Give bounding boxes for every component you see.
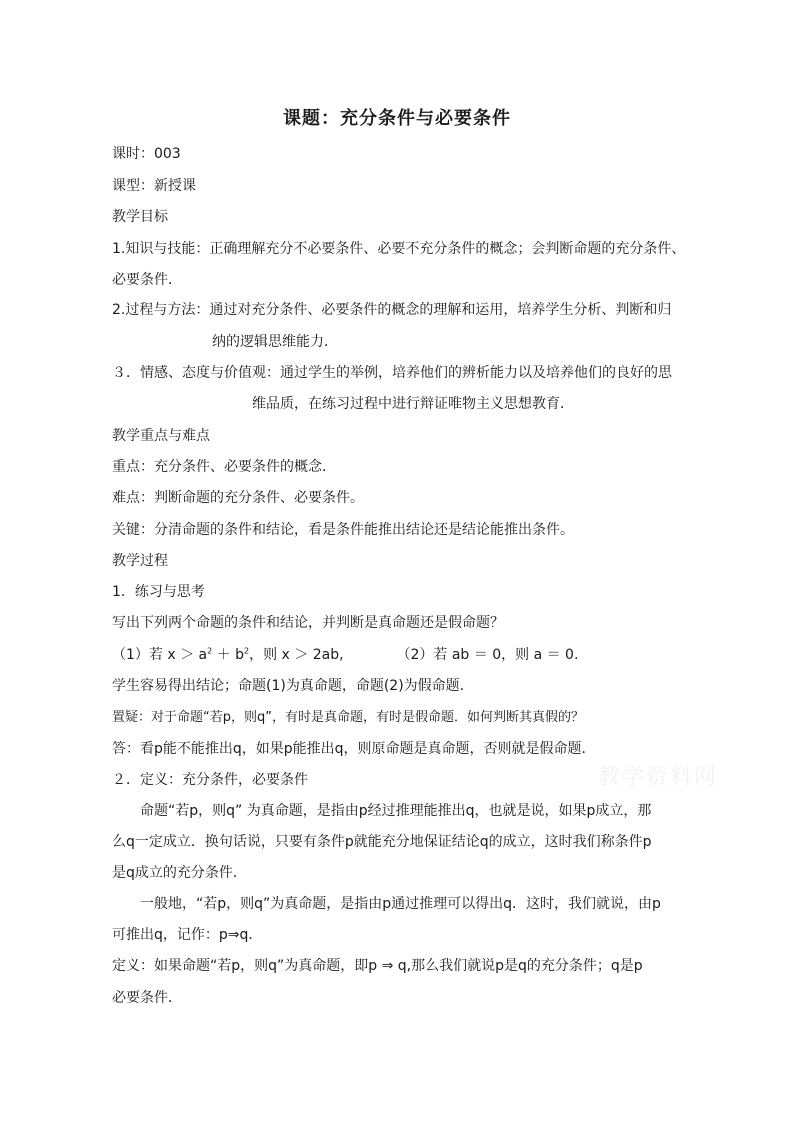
student-conclusion: 学生容易得出结论；命题(1)为真命题，命题(2)为假命题． [112, 678, 474, 694]
section-heading-process: 教学过程 [112, 553, 168, 569]
key-idea: 关键：分清命题的条件和结论，看是条件能推出结论还是结论能推出条件。 [112, 522, 574, 538]
question-line: 置疑：对于命题“若p，则q”，有时是真命题，有时是假命题．如何判断其真假的？ [112, 710, 584, 725]
key-point: 重点：充分条件、必要条件的概念． [112, 459, 336, 475]
subsection-practice: 1．练习与思考 [112, 584, 205, 600]
watermark: 教学资料网 [598, 765, 719, 790]
section-heading-key-points: 教学重点与难点 [112, 428, 210, 444]
objective-1-line-1: 1.知识与技能：正确理解充分不必要条件、必要不充分条件的概念；会判断命题的充分条件、 [112, 241, 686, 257]
lesson-period: 课时：003 [112, 146, 181, 162]
objective-3-line-2: 维品质，在练习过程中进行辩证唯物主义思想教育． [252, 396, 574, 412]
definition-paragraph-1-line-2: 么q一定成立．换句话说，只要有条件p就能充分地保证结论q的成立，这时我们称条件p [112, 834, 652, 850]
answer-line: 答：看p能不能推出q，如果p能推出q，则原命题是真命题，否则就是假命题． [112, 741, 596, 757]
definition-final-line-2: 必要条件． [112, 990, 182, 1006]
practice-instruction: 写出下列两个命题的条件和结论，并判断是真命题还是假命题？ [112, 615, 504, 631]
exercise-line [112, 645, 578, 665]
difficult-point: 难点：判断命题的充分条件、必要条件。 [112, 490, 364, 506]
objective-2-line-2: 纳的逻辑思维能力． [212, 334, 338, 350]
definition-paragraph-2-line-1: 一般地，“若p，则q”为真命题，是指由p通过推理可以得出q．这时，我们就说，由p [140, 896, 661, 912]
lesson-type: 课型：新授课 [112, 178, 196, 194]
exercise-part-1: （1）若 $x > a^2 + b^2$，则 x ＞ 2ab, [112, 646, 344, 663]
exercise-part-2: （2）若 ab ＝ 0，则 a ＝ 0. [396, 647, 579, 663]
subsection-definition: ２．定义：充分条件，必要条件 [112, 772, 308, 788]
definition-paragraph-1-line-1: 命题“若p，则q” 为真命题，是指由p经过推理能推出q，也就是说，如果p成立，那 [140, 803, 652, 819]
objective-2-line-1: 2.过程与方法：通过对充分条件、必要条件的概念的理解和运用，培养学生分析、判断和归 [112, 302, 672, 318]
definition-paragraph-1-line-3: 是q成立的充分条件． [112, 865, 247, 881]
definition-final-line-1: 定义：如果命题“若p，则q”为真命题，即p ⇒ q,那么我们就说p是q的充分条件；q是p [112, 958, 643, 974]
section-heading-objectives: 教学目标 [112, 209, 168, 225]
page-title: 课题：充分条件与必要条件 [283, 108, 511, 129]
objective-3-line-1: ３．情感、态度与价值观：通过学生的举例，培养他们的辨析能力以及培养他们的良好的思 [112, 365, 672, 381]
definition-paragraph-2-line-2: 可推出q，记作：p⇒q． [112, 927, 263, 943]
objective-1-line-2: 必要条件． [112, 272, 182, 288]
